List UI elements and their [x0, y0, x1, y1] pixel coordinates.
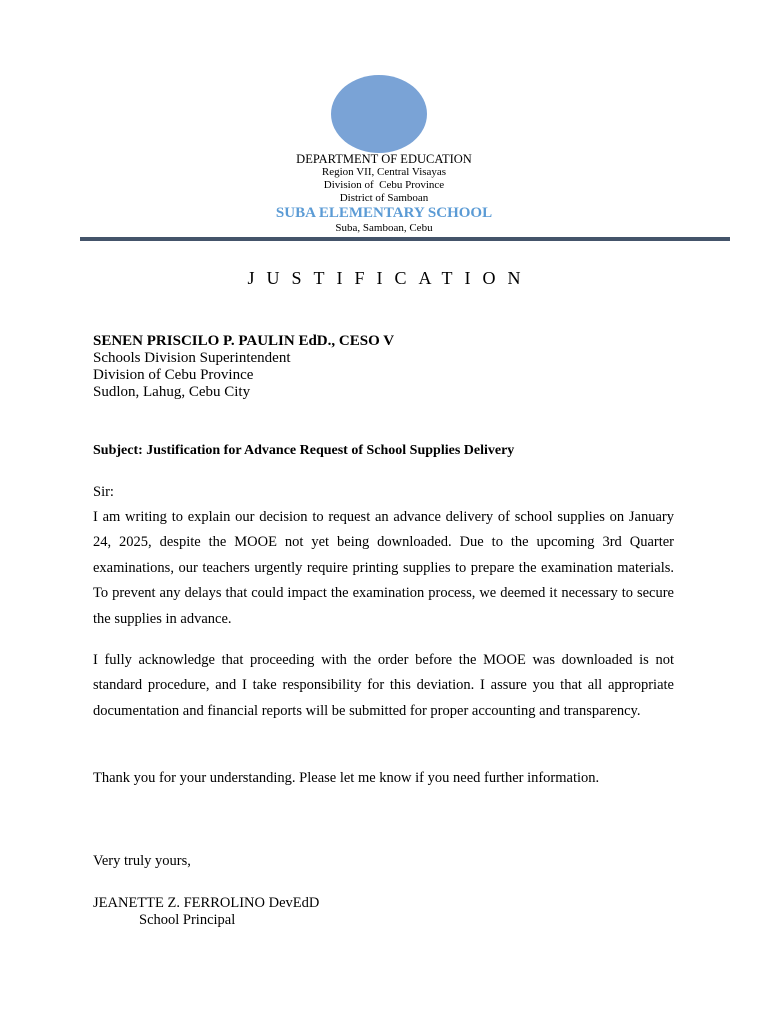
closing-line: Very truly yours, [93, 853, 191, 869]
district-line: District of Samboan [339, 192, 429, 204]
signature-block [93, 895, 319, 929]
addressee-division: Division of Cebu Province [93, 367, 254, 383]
signer-name: JEANETTE Z. FERROLINO DevEdD [93, 895, 320, 911]
addressee-address: Sudlon, Lahug, Cebu City [93, 384, 251, 400]
document-title: JUSTIFICATION [247, 268, 533, 288]
body-paragraph-3: Thank you for your understanding. Please let me know if you need further information. [93, 770, 600, 786]
addressee-name: SENEN PRISCILO P. PAULIN EdD., CESO V [93, 333, 395, 349]
body-paragraph-2: I fully acknowledge that proceeding with the order before the MOOE was downloaded is not standard procedure, and I take responsibility for this deviation. I assure you that all appropriate documentation and financial reports will be submitted for proper accounting and transparency. [93, 652, 674, 719]
letterhead [0, 152, 768, 235]
division-line: Division of Cebu Province [323, 179, 445, 191]
department-name: DEPARTMENT OF EDUCATION [296, 152, 472, 166]
school-logo [331, 75, 427, 153]
signer-position: School Principal [139, 912, 236, 928]
salutation: Sir: [93, 484, 114, 500]
addressee-block [93, 333, 693, 401]
subject-line: Subject: Justification for Advance Request of School Supplies Delivery [93, 443, 515, 458]
school-name: SUBA ELEMENTARY SCHOOL [275, 205, 493, 221]
region-line: Region VII, Central Visayas [321, 166, 447, 178]
school-address: Suba, Samboan, Cebu [335, 222, 433, 234]
addressee-position: Schools Division Superintendent [93, 350, 291, 366]
header-divider [80, 237, 730, 241]
body-paragraph-1: I am writing to explain our decision to request an advance delivery of school supplies on January 24, 2025, despite the MOOE not yet being downloaded. Due to the upcoming 3rd Quarter examinations, our teachers urgently require printing supplies to prepare the examination materials. To prevent any delays that could impact the examination process, we deemed it necessary to secure the supplies in advance. [93, 509, 674, 627]
